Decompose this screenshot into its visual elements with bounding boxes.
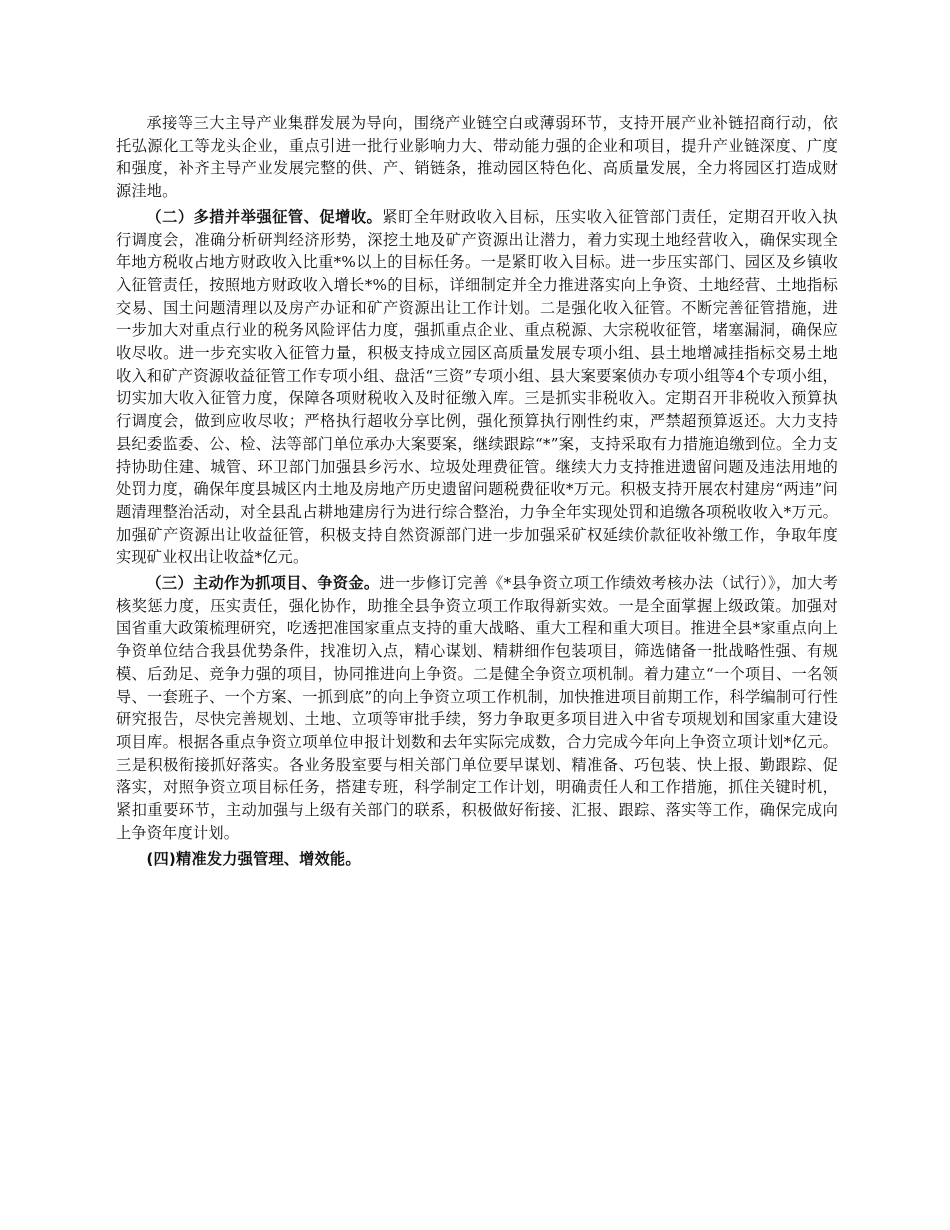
paragraph-management-efficiency — [116, 848, 838, 871]
paragraph-text: 进一步修订完善《*县争资立项工作绩效考核办法（试行）》，加大考核奖惩力度，压实责任，强化协作，助推全县争资立项工作取得新实效。一是全面掌握上级政策。加强对国省重大政策梳理研究，吃透把准国家重点支持的重大战略、重大工程和重大项目。推进全县*家重点向上争资单位结合我县优势条件，找准切入点，精心谋划、精耕细作包装项目，筛选储备一批战略性强、有规模、后劲足、竞争力强的项目，协同推进向上争资。二是健全争资立项机制。着力建立“一个项目、一名领导、一套班子、一个方案、一抓到底”的向上争资立项工作机制，加快推进项目前期工作，科学编制可行性研究报告，尽快完善规划、土地、立项等审批手续，努力争取更多项目进入中省专项规划和国家重大建设项目库。根据各重点争资立项单位申报计划数和去年实际完成数，合力完成今年向上争资立项计划*亿元。三是积极衔接抓好落实。各业务股室要与相关部门单位要早谋划、精准备、巧包装、快上报、勤跟踪、促落实，对照争资立项目标任务，搭建专班，科学制定工作计划，明确责任人和工作措施，抓住关键时机，紧扣重要环节，主动加强与上级有关部门的联系，积极做好衔接、汇报、跟踪、落实等工作，确保完成向上争资年度计划。 — [116, 574, 839, 842]
section-heading-3: （三）主动作为抓项目、争资金。 — [146, 574, 380, 593]
paragraph-text: 紧盯全年财政收入目标，压实收入征管部门责任，定期召开收入执行调度会，准确分析研判经济形势，深挖土地及矿产资源出让潜力，着力实现土地经营收入，确保实现全年地方税收占地方财政收入比重*%以上的目标任务。一是紧盯收入目标。进一步压实部门、园区及乡镇收入征管责任，按照地方财政收入增长*%的目标，详细制定并全力推进落实向上争资、土地经营、土地指标交易、国土问题清理以及房产办证和矿产资源出让工作计划。二是强化收入征管。不断完善征管措施，进一步加大对重点行业的税务风险评估力度，强抓重点企业、重点税源、大宗税收征管，堵塞漏洞，确保应收尽收。进一步充实收入征管力量，积极支持成立园区高质量发展专项小组、县土地增减挂指标交易土地收入和矿产资源收益征管工作专项小组、盘活“三资”专项小组、县大案要案侦办专项小组等4个专项小组，切实加大收入征管力度，保障各项财税收入及时征缴入库。三是抓实非税收入。定期召开非税收入预算执行调度会，做到应收尽收；严格执行超收分享比例，强化预算执行刚性约束，严禁超预算返还。大力支持县纪委监委、公、检、法等部门单位承办大案要案，继续跟踪“*”案，支持采取有力措施追缴到位。全力支持协助住建、城管、环卫部门加强县乡污水、垃圾处理费征管。继续大力支持推进遗留问题及违法用地的处罚力度，确保年度县城区内土地及房地产历史遗留问题税费征收*万元。积极支持开展农村建房“两违”问题清理整治活动，对全县乱占耕地建房行为进行综合整治，力争全年实现处罚和追缴各项税收收入*万元。加强矿产资源出让收益征管，积极支持自然资源部门进一步加强采矿权延续价款征收补缴工作，争取年度实现矿业权出让收益*亿元。 — [116, 207, 838, 567]
paragraph-industry-chain — [116, 112, 838, 203]
paragraph-revenue-collection — [116, 206, 838, 569]
section-heading-4: (四)精准发力强管理、增效能。 — [146, 849, 361, 868]
paragraph-project-funding — [116, 572, 838, 844]
document-body — [116, 112, 838, 870]
section-heading-2: （二）多措并举强征管、促增收。 — [146, 207, 383, 226]
paragraph-text: 承接等三大主导产业集群发展为导向，围绕产业链空白或薄弱环节，支持开展产业补链招商行动，依托弘源化工等龙头企业，重点引进一批行业影响力大、带动能力强的企业和项目，提升产业链深度、广度和强度，补齐主导产业发展完整的供、产、销链条，推动园区特色化、高质量发展，全力将园区打造成财源洼地。 — [116, 114, 838, 201]
